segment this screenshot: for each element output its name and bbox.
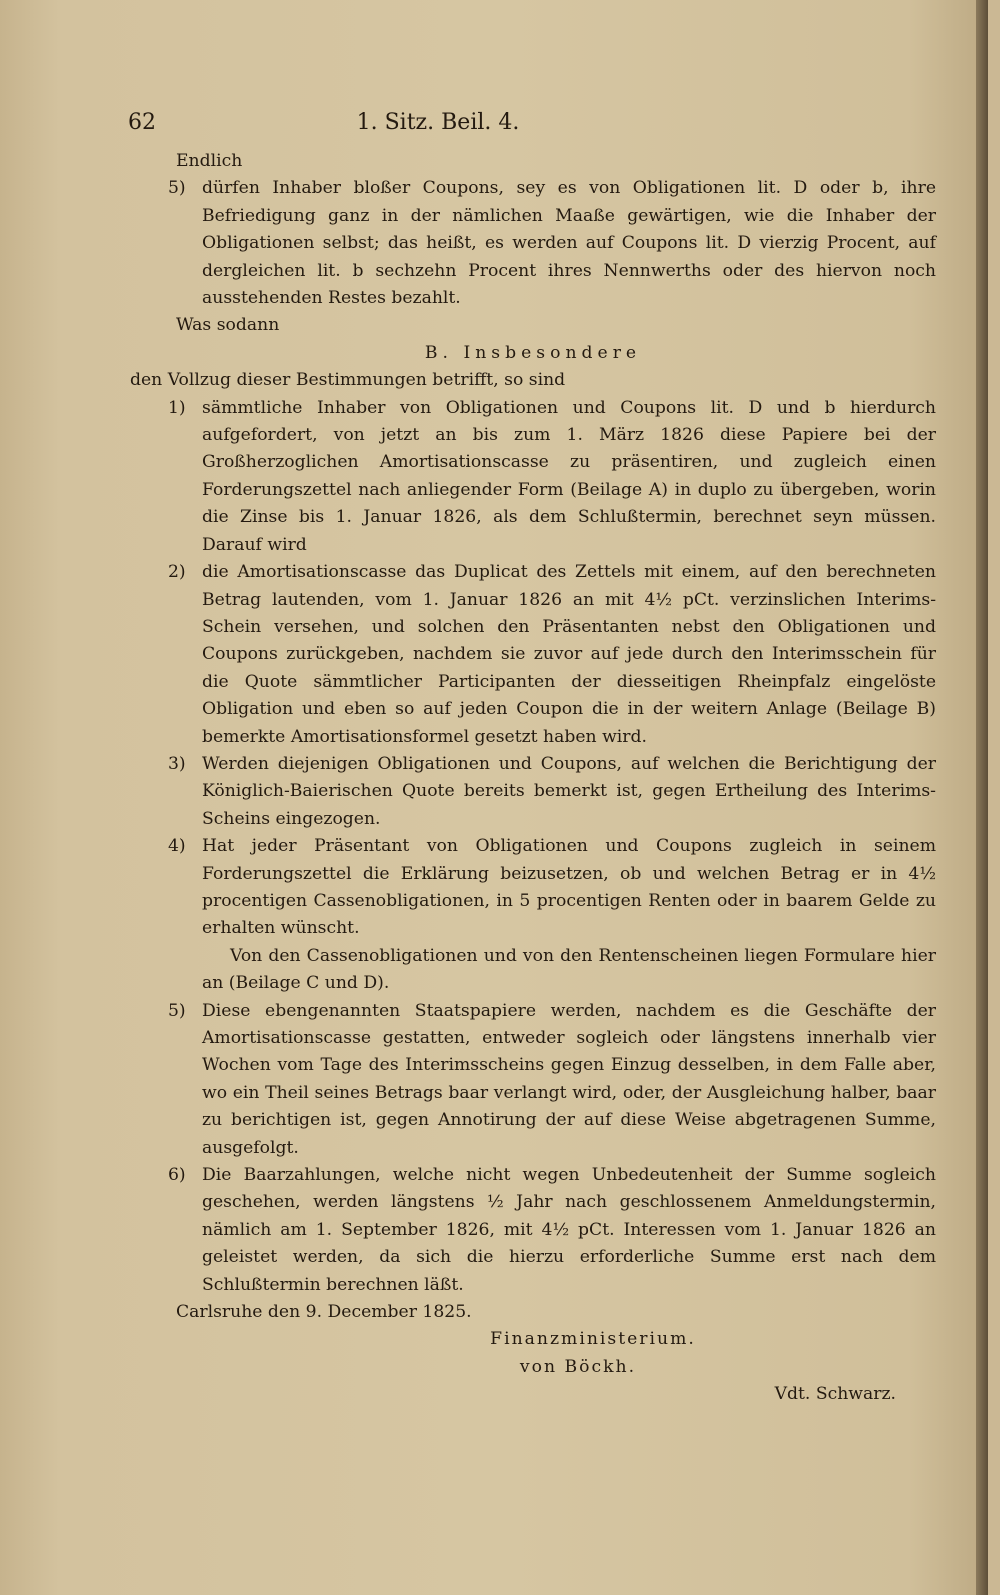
section-heading: B. Insbesondere <box>424 342 642 363</box>
item-text: Diese ebengenannten Staatspapiere werden, nachdem es die Geschäfte der Amortisationscasse gestatten, entweder sogleich oder längstens innerhalb vier Wochen vom Tage des Interimsscheins gegen Einzug desselben, in dem Falle aber, wo ein Theil seines Betrags baar verlangt wird, oder, der Ausgleichung halber, baar zu berichtigen ist, gegen Annotirung der auf diese Weise abgetragenen Summe, ausgefolgt. <box>202 1000 936 1158</box>
item-text: Die Baarzahlungen, welche nicht wegen Unbedeutenheit der Summe sogleich geschehen, werden längstens ½ Jahr nach geschlossenem Anmeldungstermin, nämlich am 1. September 1826, mit 4½ pCt. Interessen vom 1. Januar 1826 an geleistet werden, da sich die hierzu erforderliche Summe erst nach dem Schlußtermin berechnen läßt. <box>202 1165 936 1295</box>
transition-text: Was sodann <box>176 315 280 336</box>
countersignature: Vdt. Schwarz. <box>774 1384 896 1405</box>
list-item <box>130 998 936 1162</box>
item-number: 4) <box>168 836 186 857</box>
item-number: 5) <box>168 1000 186 1021</box>
list-item <box>130 559 936 751</box>
page-number: 62 <box>128 110 156 135</box>
item-number: 1) <box>168 397 186 418</box>
item-number: 2) <box>168 562 186 583</box>
page-header <box>128 110 938 146</box>
item-number: 5) <box>168 178 186 199</box>
item-text: die Amortisationscasse das Duplicat des Zettels mit einem, auf den berechneten Betrag lautenden, vom 1. Januar 1826 an mit 4½ pCt. verzinslichen Interims-Schein versehen, und solchen den Präsentanten nebst den Obligationen und Coupons zurückgeben, nachdem sie zuvor auf jede durch den Interimsschein für die Quote sämmtlicher Participanten der diesseitigen Rheinpfalz eingelöste Obligation und eben so auf jeden Coupon die in der weitern Anlage (Beilage B) bemerkte Amortisationsformel gesetzt haben wird. <box>202 562 936 747</box>
item-number: 6) <box>168 1165 186 1186</box>
list-item <box>130 1162 936 1299</box>
list-item <box>130 395 936 559</box>
item-number: 3) <box>168 753 186 774</box>
item-text: Hat jeder Präsentant von Obligationen und Coupons zugleich in seinem Forderungszettel die Erklärung beizusetzen, ob und welchen Betrag er in 4½ procentigen Cassenobligationen, in 5 procentigen Renten oder in baarem Gelde zu erhalten wünscht. <box>202 836 936 939</box>
intro-word: Endlich <box>176 151 243 171</box>
item-text: Werden diejenigen Obligationen und Coupons, auf welchen die Berichtigung der Königlich-Baierischen Quote bereits bemerkt ist, gegen Ertheilung des Interims-Scheins eingezogen. <box>202 753 936 829</box>
place-date: Carlsruhe den 9. December 1825. <box>176 1302 472 1323</box>
section-intro: den Vollzug dieser Bestimmungen betrifft, so sind <box>130 370 566 391</box>
ministry-name: Finanzministerium. <box>490 1329 696 1350</box>
item-subparagraph: Von den Cassenobligationen und von den Rentenscheinen liegen Formulare hier an (Beilage C und D). <box>202 945 936 994</box>
page-edge <box>976 0 988 1595</box>
item-text: sämmtliche Inhaber von Obligationen und Coupons lit. D und b hierdurch aufgefordert, von jetzt an bis zum 1. März 1826 diese Papiere bei der Großherzoglichen Amortisationscasse zu präsentiren, und zugleich einen Forderungszettel nach anliegender Form (Beilage A) in duplo zu übergeben, worin die Zinse bis 1. Januar 1826, als dem Schlußtermin, berechnet seyn müssen. Darauf wird <box>202 397 936 555</box>
list-item <box>130 175 936 312</box>
running-title: 1. Sitz. Beil. 4. <box>356 110 520 135</box>
list-item <box>130 833 936 943</box>
list-item <box>130 751 936 833</box>
signature: von Böckh. <box>519 1356 637 1377</box>
item-text: dürfen Inhaber bloßer Coupons, sey es von Obligationen lit. D oder b, ihre Befriedigung ganz in der nämlichen Maaße gewärtigen, wie die Inhaber der Obligationen selbst; das heißt, es werden auf Coupons lit. D vierzig Procent, auf dergleichen lit. b sechzehn Procent ihres Nennwerths oder des hiervon noch ausstehenden Restes bezahlt. <box>202 178 936 309</box>
document-body <box>130 148 936 1409</box>
